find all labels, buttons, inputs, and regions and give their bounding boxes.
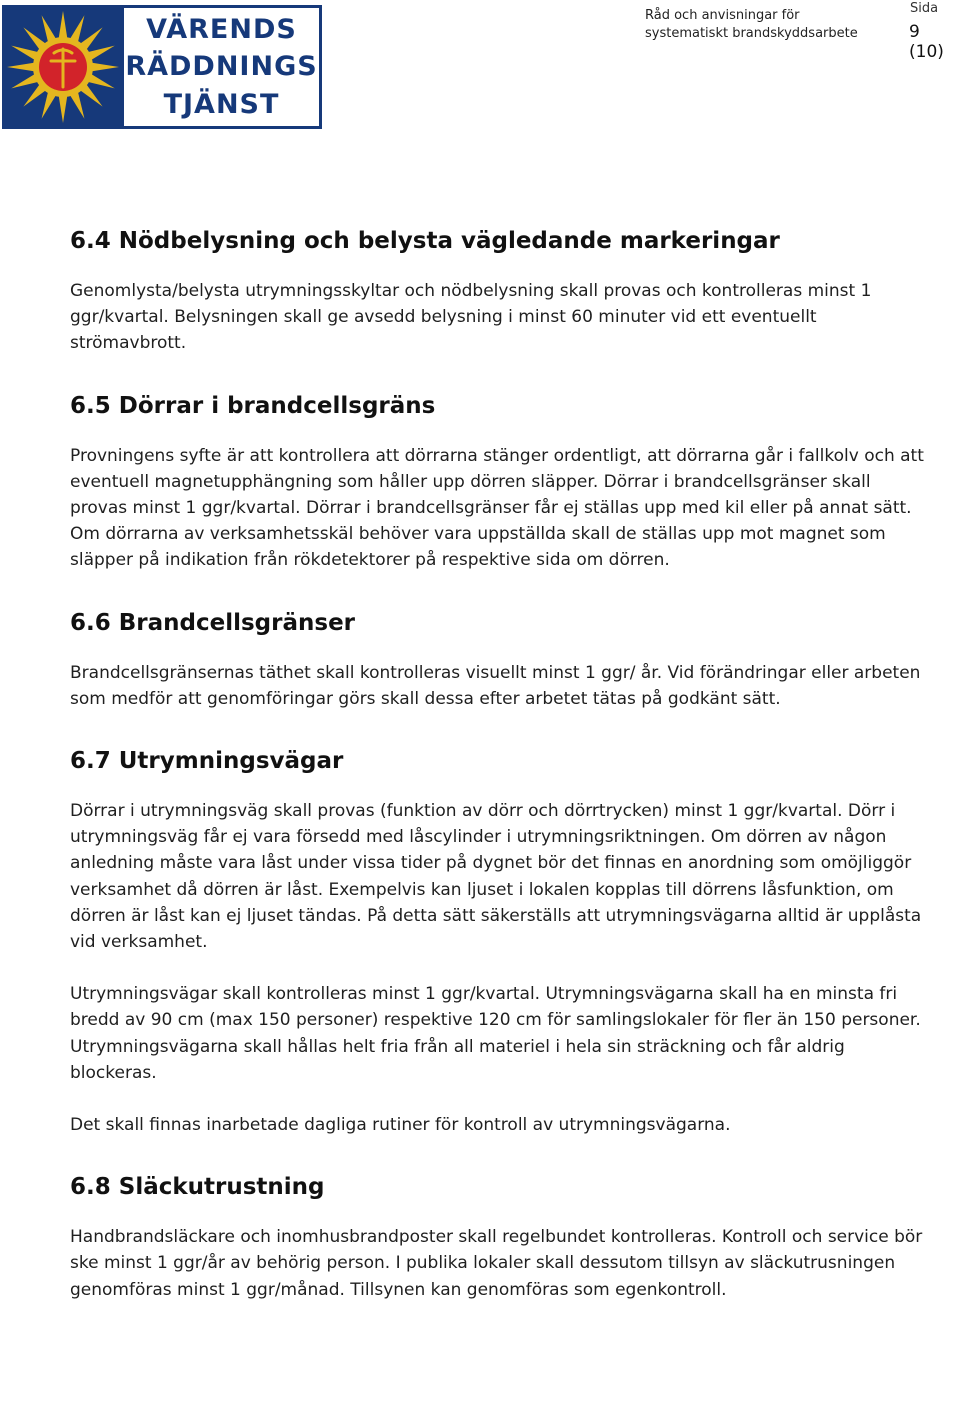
page-label: Sida: [910, 1, 939, 16]
document-body: [70, 226, 930, 1337]
section-paragraph: Utrymningsvägar skall kontrolleras minst 1 ggr/kvartal. Utrymningsvägarna skall ha en minsta fri bredd av 90 cm (max 150 personer) respektive 120 cm för samlingslokaler för fler än 150 personer. Utrymningsvägarna skall hållas helt fria från all materiel i hela sin sträckning och får aldrig blockeras.: [70, 984, 921, 1083]
section-extinguishing-equipment: [70, 1172, 930, 1303]
section-escape-routes: [70, 746, 930, 1138]
section-paragraph: Genomlysta/belysta utrymningsskyltar och nödbelysning skall provas och kontrolleras minst 1 ggr/kvartal. Belysningen skall ge avsedd belysning i minst 60 minuter vid ett eventuellt strömavbrott.: [70, 281, 872, 354]
logo-line: VÄRENDS: [146, 14, 297, 46]
logo-line: RÄDDNINGS: [125, 51, 318, 83]
section-paragraph: Brandcellsgränsernas täthet skall kontrolleras visuellt minst 1 ggr/ år. Vid förändringar eller arbeten som medför att genomföringar görs skall dessa efter arbetet tätas på godkänt sätt.: [70, 662, 921, 709]
section-heading: 6.7 Utrymningsvägar: [70, 748, 344, 775]
document-title: [645, 7, 858, 43]
section-paragraph: Det skall finnas inarbetade dagliga rutiner för kontroll av utrymningsvägarna.: [70, 1115, 731, 1136]
section-paragraph: Dörrar i utrymningsväg skall provas (funktion av dörr och dörrtrycken) minst 1 ggr/kvartal. Dörr i utrymningsväg får ej vara försedd med låscylinder i utrymningsriktningen. Om dörren av någon anledning måste vara låst under vissa tider på dygnet bör det finnas en anordning som omöjliggör verksamhet då dörren är låst. Exempelvis kan ljuset i lokalen kopplas till dörrens låsfunktion, om dörren är låst kan ej ljuset tändas. På detta sätt säkerställs att utrymningsvägarna alltid är upplåsta vid verksamhet.: [70, 801, 922, 953]
section-heading: 6.5 Dörrar i brandcellsgräns: [70, 392, 436, 419]
document-title-line: Råd och anvisningar för: [645, 8, 800, 23]
logo-wordmark: [124, 8, 319, 126]
section-emergency-lighting: [70, 226, 930, 357]
section-fire-compartments: [70, 608, 930, 712]
section-paragraph: Provningens syfte är att kontrollera att dörrarna stänger ordentligt, att dörrarna går i fallkolv och att eventuell magnetupphängning som håller upp dörren släpper. Dörrar i brandcellsgränser skall provas minst 1 ggr/kvartal. Dörrar i brandcellsgränser får ej ställas upp med kil eller på annat sätt. Om dörrarna av verksamhetsskäl behöver vara uppställda skall de ställas upp mot magnet som släpper på indikation från rökdetektorer på respektive sida om dörren.: [70, 445, 924, 571]
section-fire-doors: [70, 391, 930, 574]
organization-logo: [2, 5, 322, 129]
logo-line: TJÄNST: [163, 88, 280, 120]
document-title-line: systematiskt brandskyddsarbete: [645, 26, 858, 41]
section-heading: 6.6 Brandcellsgränser: [70, 609, 356, 636]
section-paragraph: Handbrandsläckare och inomhusbrandposter skall regelbundet kontrolleras. Kontroll och service bör ske minst 1 ggr/år av behörig person. I publika lokaler skall dessutom tillsyn av släckutrusningen genomföras minst 1 ggr/månad. Tillsynen kan genomföras som egenkontroll.: [70, 1227, 923, 1300]
page-number: 9 (10): [909, 22, 944, 62]
section-heading: 6.4 Nödbelysning och belysta vägledande markeringar: [70, 228, 780, 254]
section-heading: 6.8 Släckutrustning: [70, 1174, 325, 1201]
fire-star-emblem-icon: [2, 5, 124, 129]
